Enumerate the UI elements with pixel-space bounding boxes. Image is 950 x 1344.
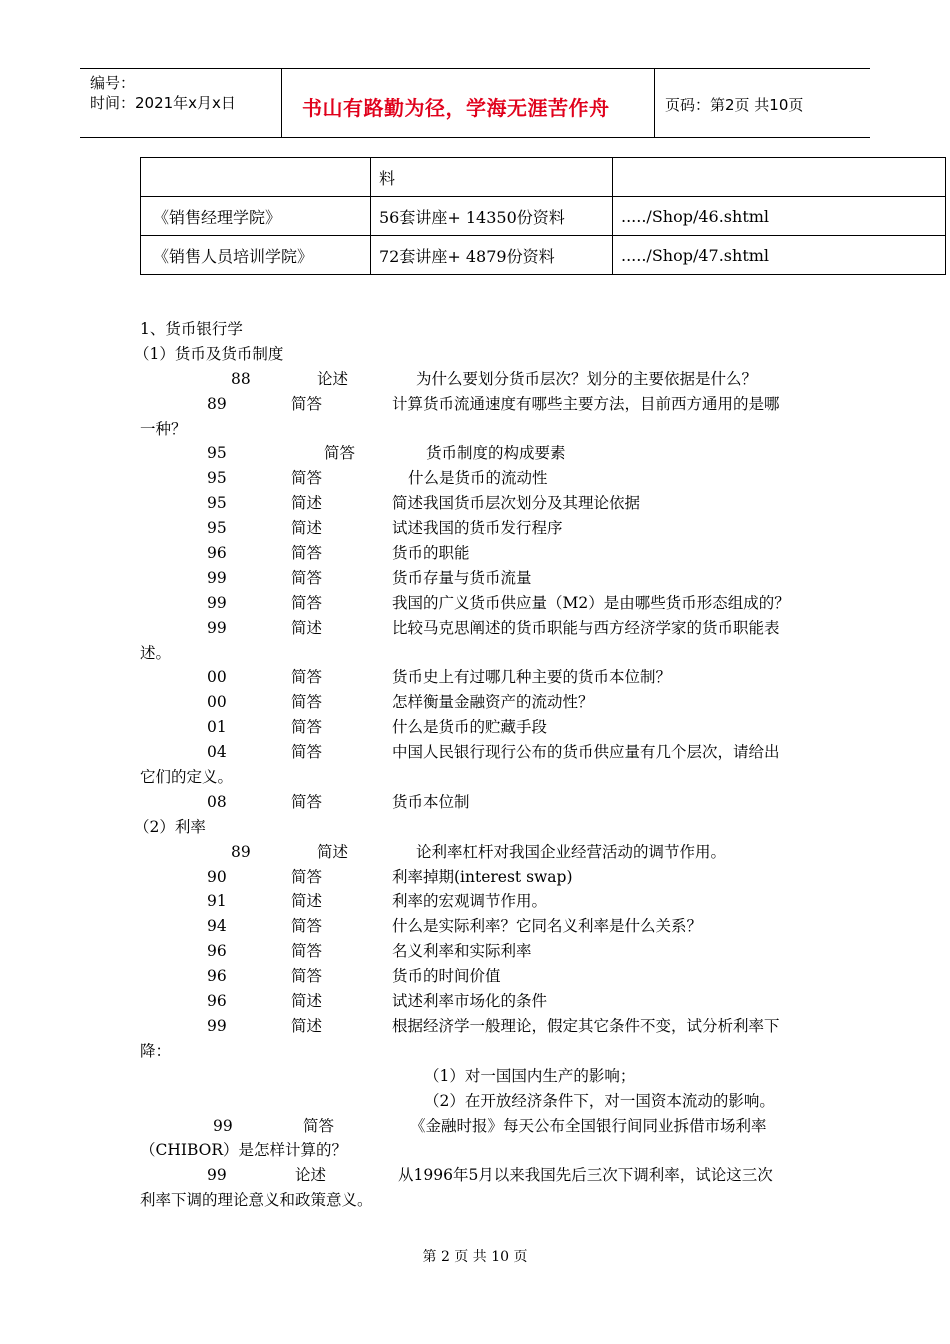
document-body [134,317,820,1213]
question-row: 95 简答 什么是货币的流动性 [207,469,548,488]
question-row: 95 简述 简述我国货币层次划分及其理论依据 [207,494,641,513]
question-continuation: 述。 [140,643,172,662]
resource-content: 56套讲座+ 14350份资料 [371,197,613,236]
question-row: 89 简述 论利率杠杆对我国企业经营活动的调节作用。 [231,842,727,861]
question-row: 99 简答 《金融时报》每天公布全国银行间同业拆借市场利率 [213,1116,767,1135]
question-row: 01 简答 什么是货币的贮藏手段 [207,718,548,737]
table-row [141,236,946,275]
question-row: 00 简答 怎样衡量金融资产的流动性？ [207,693,594,712]
header-page-cell [655,69,870,137]
header-meta-cell [80,69,282,137]
question-continuation: （CHIBOR）是怎样计算的？ [140,1141,348,1160]
resource-name [141,158,371,197]
resource-link[interactable]: ...../Shop/47.shtml [613,236,946,275]
sub-point: （1）对一国国内生产的影响； [424,1066,636,1085]
resource-name: 《销售人员培训学院》 [141,236,371,275]
section-title: 1、货币银行学 [140,320,243,338]
page-header [80,68,870,138]
question-row: 99 简述 根据经济学一般理论，假定其它条件不变，试分析利率下 [207,1016,780,1035]
resource-content: 72套讲座+ 4879份资料 [371,236,613,275]
question-row: 99 简答 我国的广义货币供应量（M2）是由哪些货币形态组成的？ [207,593,790,612]
subsection-title: （1）货币及货币制度 [134,344,284,363]
sub-point: （2）在开放经济条件下，对一国资本流动的影响。 [424,1091,775,1110]
question-row: 96 简答 货币的时间价值 [207,967,501,986]
question-row: 04 简答 中国人民银行现行公布的货币供应量有几个层次，请给出 [207,743,780,762]
question-row: 96 简述 试述利率市场化的条件 [207,992,548,1011]
time-label: 时间：2021年x月x日 [90,94,236,112]
page-info: 页码：第2页 共10页 [665,96,804,114]
motto: 书山有路勤为径，学海无涯苦作舟 [302,96,610,120]
question-row: 96 简答 名义利率和实际利率 [207,942,532,961]
resource-name: 《销售经理学院》 [141,197,371,236]
question-row: 00 简答 货币史上有过哪几种主要的货币本位制？ [207,668,672,687]
question-continuation: 降： [140,1041,172,1060]
page-footer: 第 2 页 共 10 页 [422,1249,528,1265]
resource-content: 料 [371,158,613,197]
question-row: 91 简述 利率的宏观调节作用。 [207,892,548,911]
question-row: 95 简答 货币制度的构成要素 [207,444,566,463]
question-row: 90 简答 利率掉期(interest swap) [207,867,573,886]
table-row [141,158,946,197]
question-continuation: 利率下调的理论意义和政策意义。 [140,1191,373,1210]
question-row: 95 简述 试述我国的货币发行程序 [207,519,563,538]
resource-table [140,157,946,275]
table-row [141,197,946,236]
question-row: 96 简答 货币的职能 [207,544,470,563]
question-continuation: 它们的定义。 [140,768,234,787]
question-row: 08 简答 货币本位制 [207,792,470,811]
number-label: 编号： [90,74,136,92]
resource-link[interactable]: ...../Shop/46.shtml [613,197,946,236]
question-row: 89 简答 计算货币流通速度有哪些主要方法，目前西方通用的是哪 [207,394,780,413]
question-row: 88 论述 为什么要划分货币层次？划分的主要依据是什么？ [231,369,758,388]
question-continuation: 一种？ [140,419,187,438]
resource-link[interactable] [613,158,946,197]
question-row: 99 论述 从1996年5月以来我国先后三次下调利率，试论这三次 [207,1166,773,1185]
question-row: 99 简述 比较马克思阐述的货币职能与西方经济学家的货币职能表 [207,618,780,637]
subsection-title: （2）利率 [134,817,206,836]
question-row: 94 简答 什么是实际利率？它同名义利率是什么关系？ [207,917,703,936]
question-row: 99 简答 货币存量与货币流量 [207,568,532,587]
header-motto-cell [282,69,655,137]
